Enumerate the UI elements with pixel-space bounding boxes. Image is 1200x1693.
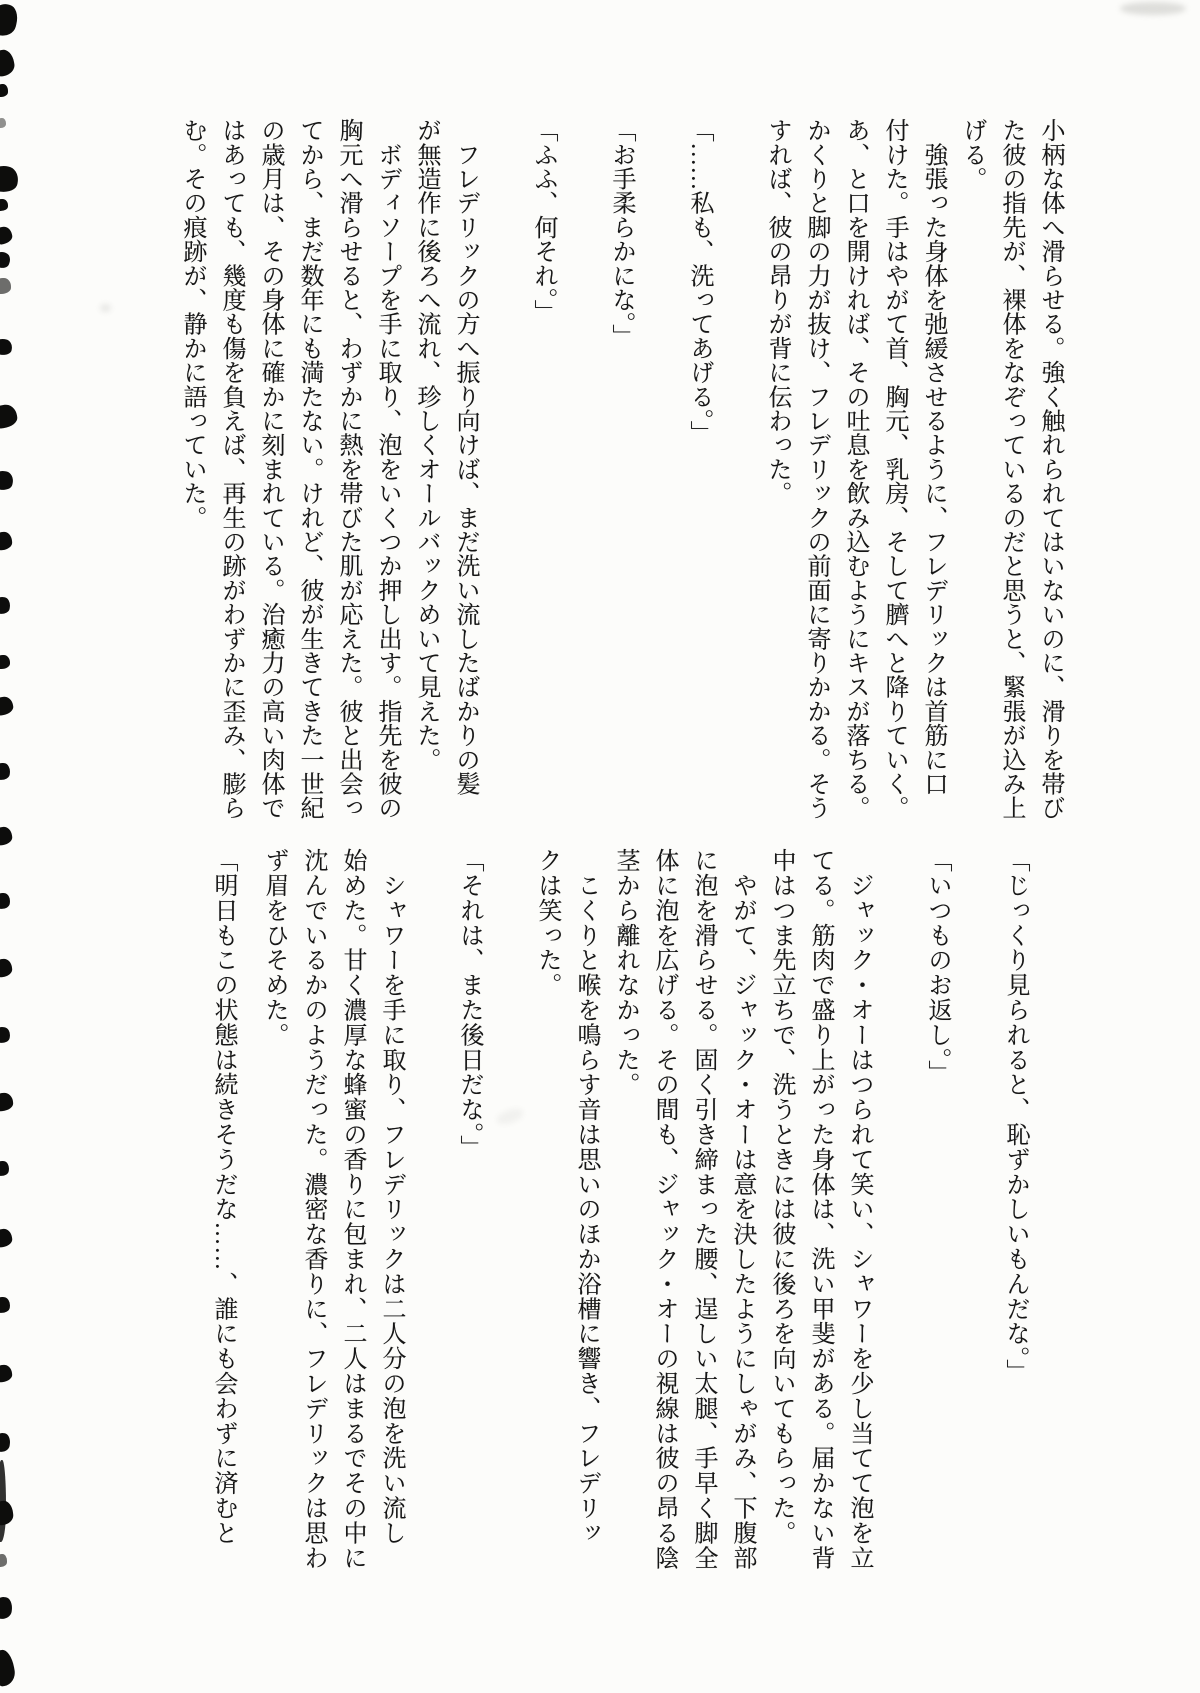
blank-line [562,118,601,834]
blank-line [718,118,757,834]
ink-blob [0,338,13,357]
text-line: ず眉をひそめた。 [261,848,287,1048]
text-line: 沈んでいるかのようだった。濃密な香りに、フレデリックは思わ [300,848,326,1571]
text-line: 小柄な体へ滑らせる。強く触れられてはいないのに、滑りを帯び [1037,118,1063,820]
text-line: 茎から離れなかった。 [612,848,638,1097]
text-line: シャワーを手に取り、フレデリックは二人分の泡を洗い流し [378,848,404,1546]
ink-blob [0,1596,13,1620]
passage-top [172,118,1069,834]
ink-blob [0,958,13,978]
dialogue-line: 「……私も、洗ってあげる。」 [686,118,712,445]
ink-blob [0,1364,13,1383]
ink-blob [0,118,6,128]
dialogue-line: 「じっくり見られると、恥ずかしいもんだな。」 [1002,848,1028,1384]
text-line: かくりと脚の力が抜け、フレデリックの前面に寄りかかる。そう [803,118,829,820]
text-line: に泡を滑らせる。固く引き締まった腰、逞しい太腿、手早く脚全 [690,848,716,1571]
ink-blob [0,84,8,97]
dialogue-line: 「いつものお返し。」 [924,848,950,1085]
ink-blob [0,250,12,271]
text-line: すれば、彼の昂りが背に伝わった。 [764,118,790,506]
ink-blob [0,531,13,551]
ink-blob [0,225,14,245]
ink-blob [0,596,11,615]
ink-blob [0,762,11,781]
text-line: てから、まだ数年にも満たない。けれど、彼が生きてきた一世紀 [296,118,322,820]
dialogue-line: 「お手柔らかにな。」 [608,118,634,348]
text-line: げる。 [959,118,985,191]
text-line: はあっても、幾度も傷を負えば、再生の跡がわずかに歪み、膨ら [218,118,244,820]
ink-blob [0,1648,17,1687]
ink-blob [0,1092,14,1112]
text-line: む。その痕跡が、静かに語っていた。 [179,118,205,530]
ink-blob [0,892,11,909]
ink-blob [0,1432,11,1453]
text-line: こくりと喉を鳴らす音は思いのほか浴槽に響き、フレデリッ [573,848,599,1546]
text-line: クは笑った。 [534,848,560,998]
ink-blob [0,655,10,669]
ink-blob [0,1500,14,1526]
ink-blob [0,1460,6,1542]
blank-line [410,848,449,1578]
text-line: ボディソープを手に取り、泡をいくつか押し出す。指先を彼の [374,118,400,820]
scan-smudge [100,304,111,312]
blank-line [956,848,995,1578]
ink-blob [0,164,20,194]
ink-blob [0,1228,13,1248]
dialogue-line: 「それは、また後日だな。」 [456,848,482,1160]
ink-blob [0,1160,10,1176]
ink-blob [0,469,15,492]
text-line: が無造作に後ろへ流れ、珍しくオールバックめいて見えた。 [413,118,439,772]
text-line: てる。筋肉で盛り上がった身体は、洗い甲斐がある。届かない背 [807,848,833,1571]
dialogue-line: 「明日もこの状態は続きそうだな……、誰にも会わずに済むと [210,848,236,1546]
ink-blob [0,1026,11,1044]
ink-blob [0,1296,11,1313]
ink-blob [0,199,8,211]
ink-blob [0,403,18,429]
blank-line [878,848,917,1578]
text-line: 始めた。甘く濃厚な蜂蜜の香りに包まれ、二人はまるでその中に [339,848,365,1571]
ink-blob [0,48,16,77]
ink-blob [0,1554,7,1567]
text-line: ジャック・オーはつられて笑い、シャワーを少し当てて泡を立 [846,848,872,1571]
scan-smudge [1120,2,1186,15]
text-line: やがて、ジャック・オーは意を決したようにしゃがみ、下腹部 [729,848,755,1571]
blank-line [640,118,679,834]
ink-blob [0,695,14,716]
text-line: 付けた。手はやがて首、胸元、乳房、そして臍へと降りていく。 [881,118,907,820]
blank-line [488,848,527,1578]
ink-blob [0,826,13,846]
text-line: た彼の指先が、裸体をなぞっているのだと思うと、緊張が込み上 [998,118,1024,820]
text-line: 強張った身体を弛緩させるように、フレデリックは首筋に口 [920,118,946,796]
blank-line [484,118,523,834]
text-line: 体に泡を広げる。その間も、ジャック・オーの視線は彼の昂る陰 [651,848,677,1571]
text-line: あ、と口を開ければ、その吐息を飲み込むようにキスが落ちる。 [842,118,868,820]
ink-blob [0,278,11,294]
text-line: フレデリックの方へ振り向けば、まだ洗い流したばかりの髪 [452,118,478,796]
passage-bottom [203,848,1034,1578]
text-line: 中はつま先立ちで、洗うときには彼に後ろを向いてもらった。 [768,848,794,1546]
text-line: 胸元へ滑らせると、わずかに熱を帯びた肌が応えた。彼と出会っ [335,118,361,820]
dialogue-line: 「ふふ、何それ。」 [530,118,556,324]
text-line: の歳月は、その身体に確かに刻まれている。治癒力の高い肉体で [257,118,283,820]
ink-blob [0,1,20,38]
